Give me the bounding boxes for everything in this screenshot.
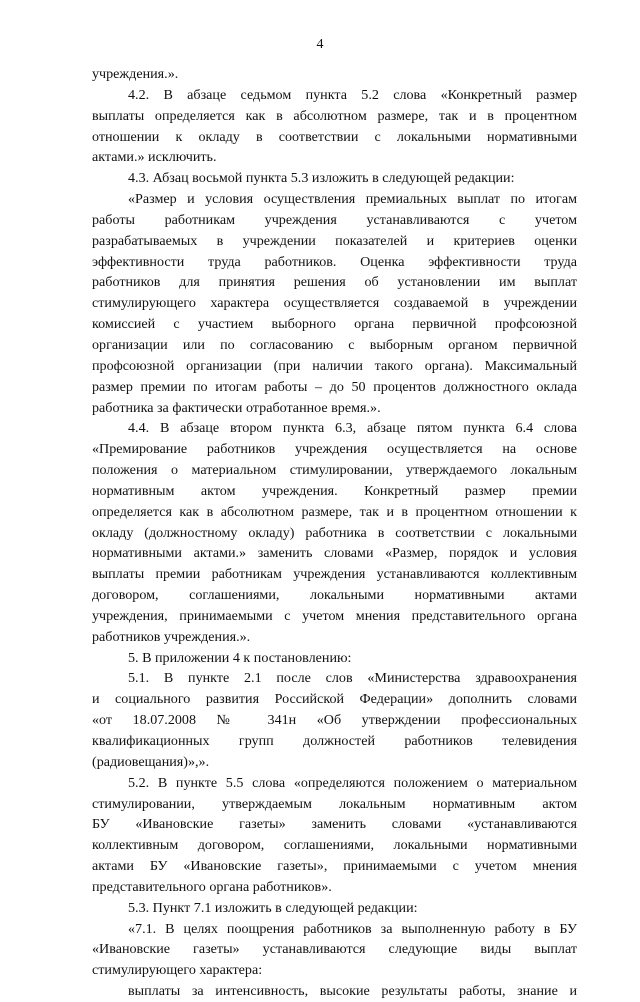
text-line: 5.2. В пункте 5.5 слова «определяются положением о материальном (128, 774, 577, 791)
text-line: работы работникам учреждения устанавливаются с учетом (92, 211, 577, 228)
text-line: БУ «Ивановские газеты» заменить словами «устанавливаются (92, 816, 577, 833)
text-line: нормативным актом учреждения. Конкретный размер премии (92, 482, 577, 499)
text-line: отношении к окладу в соответствии с локальными нормативными (92, 128, 577, 145)
text-line: профсоюзной организации (при наличии такого органа). Максимальный (92, 357, 577, 374)
text-line: учреждения, принимаемыми с учетом мнения представительного органа (92, 607, 577, 624)
text-line: «Размер и условия осуществления премиальных выплат по итогам (128, 191, 577, 208)
text-line: (радиовещания)»,». (92, 753, 210, 770)
text-line: «Ивановские газеты» устанавливаются следующие виды выплат (92, 941, 577, 958)
text-line: стимулирующего характера: (92, 962, 263, 979)
text-line: стимулировании, утверждаемым локальным нормативным актом (92, 795, 577, 812)
text-line: выплаты за интенсивность, высокие результаты работы, знание и (128, 983, 577, 1000)
text-line: организации или по согласованию с выборным органом первичной (92, 336, 577, 353)
text-line: актами.» исключить. (92, 149, 217, 166)
text-line: нормативными актами.» заменить словами «Размер, порядок и условия (92, 545, 577, 562)
text-line: работников учреждения.». (92, 628, 251, 645)
text-line: «от 18.07.2008 № 341н «Об утверждении профессиональных (92, 712, 577, 729)
text-line: коллективным договором, соглашениями, локальными нормативными (92, 837, 577, 854)
text-line: работника за фактически отработанное время.». (92, 399, 381, 416)
text-line: определяется как в абсолютном размере, так и в процентном отношении к (92, 503, 577, 520)
text-line: выплаты премии работникам учреждения устанавливаются коллективным (92, 566, 577, 583)
text-line: актами БУ «Ивановские газеты», принимаемыми с учетом мнения (92, 858, 577, 875)
text-line: 4.3. Абзац восьмой пункта 5.3 изложить в следующей редакции: (128, 170, 515, 187)
text-line: эффективности труда работников. Оценка эффективности труда (92, 253, 577, 270)
text-line: и социального развития Российской Федерации» дополнить словами (92, 691, 577, 708)
text-line: окладу (должностному окладу) работника в соответствии с локальными (92, 524, 577, 541)
text-line: 4.2. В абзаце седьмом пункта 5.2 слова «Конкретный размер (128, 86, 577, 103)
text-line: стимулирующего характера осуществляется создаваемой в учреждении (92, 295, 577, 312)
text-line: 5.1. В пункте 2.1 после слов «Министерства здравоохранения (128, 670, 577, 687)
text-line: квалификационных групп должностей работников телевидения (92, 733, 577, 749)
document-body (92, 64, 577, 1002)
text-line: 4.4. В абзаце втором пункта 6.3, абзаце пятом пункта 6.4 слова (128, 420, 577, 437)
text-line: комиссией с участием выборного органа первичной профсоюзной (92, 316, 577, 333)
text-line: работников для принятия решения об установлении им выплат (92, 274, 577, 291)
text-line: 5. В приложении 4 к постановлению: (128, 649, 352, 666)
text-line: выплаты определяется как в абсолютном размере, так и в процентном (92, 107, 577, 124)
text-line: «Премирование работников учреждения осуществляется на основе (92, 441, 577, 458)
text-line: размер премии по итогам работы – до 50 процентов должностного оклада (92, 378, 577, 395)
text-line: положения о материальном стимулировании, утверждаемого локальным (92, 462, 577, 479)
page-number: 4 (316, 37, 324, 52)
text-line: договором, соглашениями, локальными нормативными актами (92, 587, 577, 604)
text-line: «7.1. В целях поощрения работников за выполненную работу в БУ (128, 920, 577, 937)
text-line: представительного органа работников». (92, 878, 332, 895)
text-line: разрабатываемых в учреждении показателей и критериев оценки (92, 232, 577, 249)
text-line: учреждения.». (92, 66, 179, 82)
text-line: 5.3. Пункт 7.1 изложить в следующей редакции: (128, 899, 418, 916)
